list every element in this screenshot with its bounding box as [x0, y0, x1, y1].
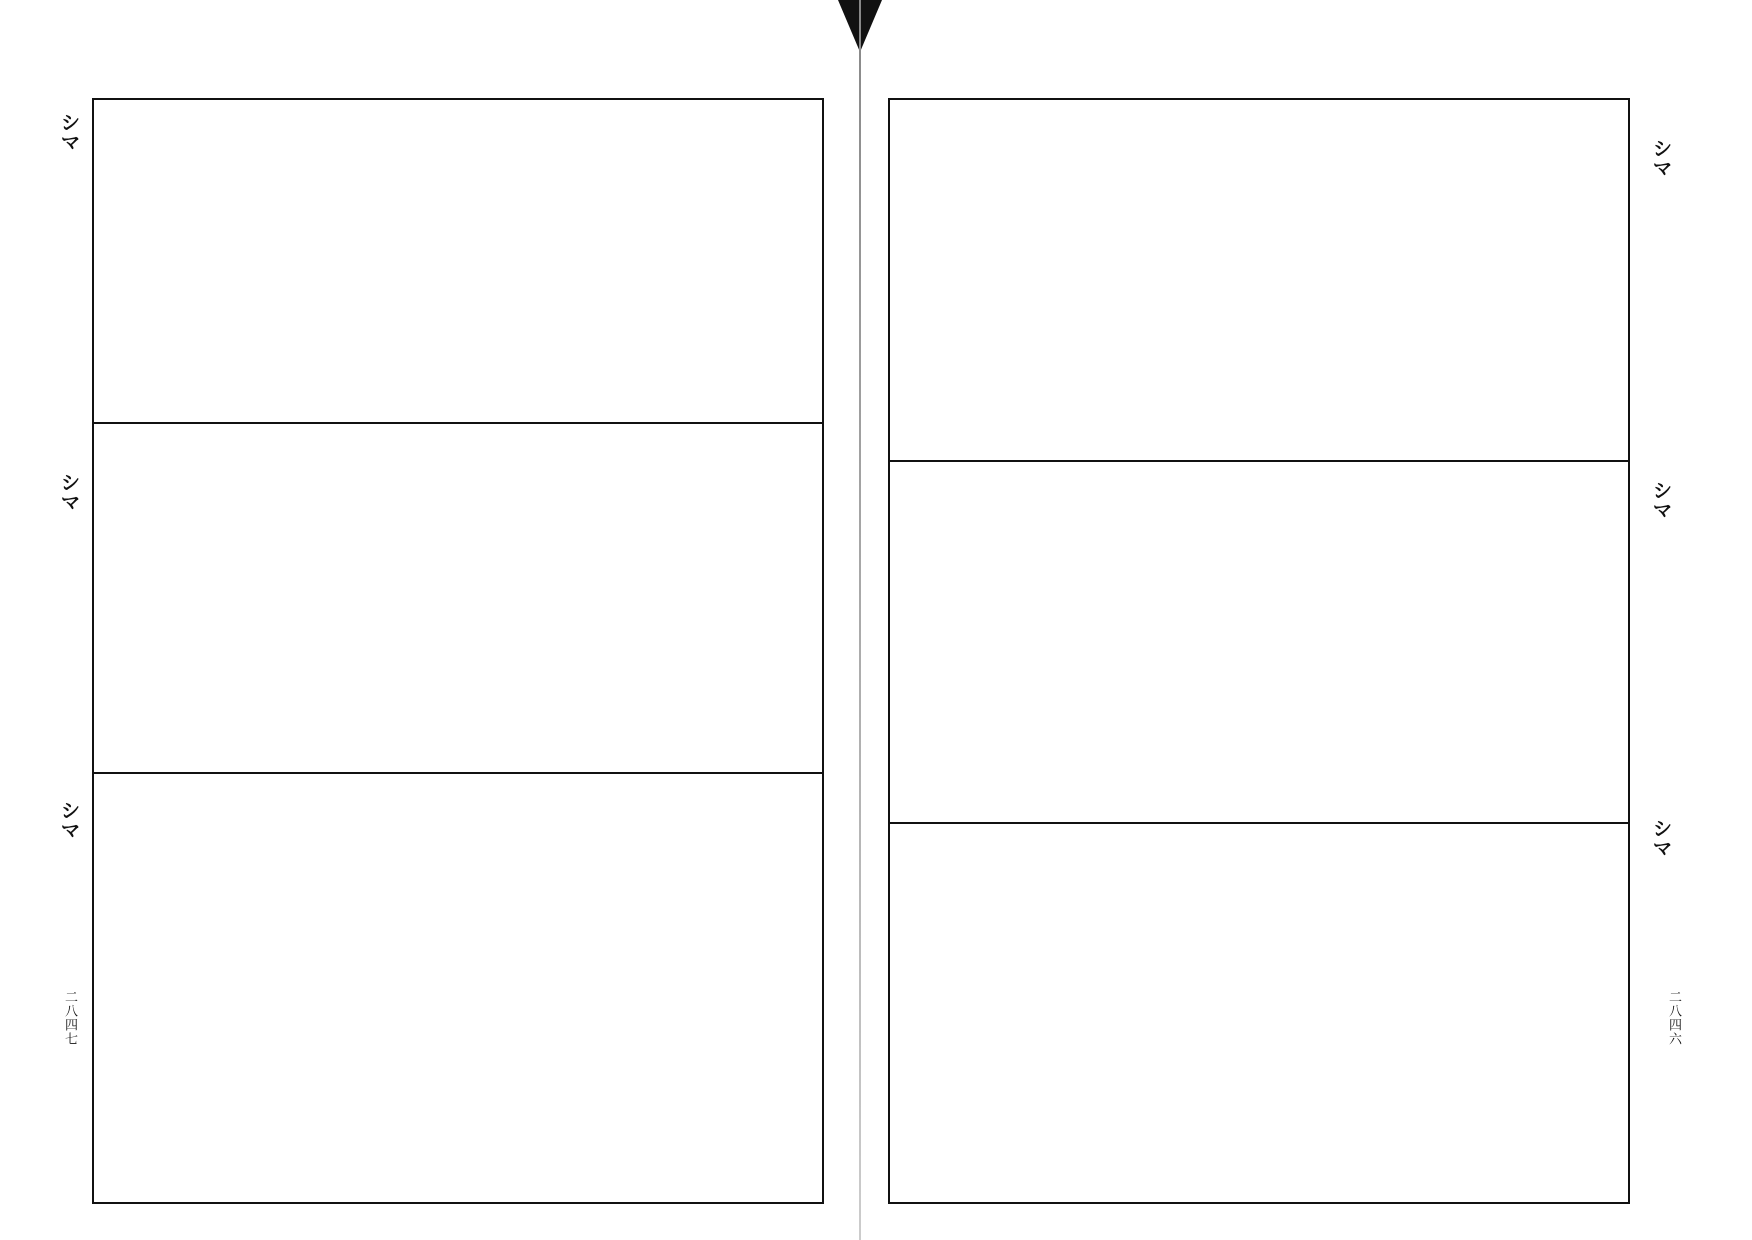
- left-band-top: [94, 100, 822, 422]
- left-band-bottom-columns: [106, 784, 810, 1192]
- right-band-bottom: [890, 822, 1628, 1202]
- left-header-top: シマ: [57, 112, 81, 152]
- left-page: [0, 0, 860, 1240]
- left-header-bottom: シマ: [57, 800, 81, 840]
- right-band-top: [890, 100, 1628, 460]
- left-page-number: 二八四七: [62, 990, 77, 1046]
- left-band-top-columns: [106, 110, 810, 412]
- right-band-bottom-columns: [902, 834, 1616, 1192]
- right-header-bottom: シマ: [1649, 818, 1673, 858]
- left-band-middle: [94, 422, 822, 774]
- right-band-top-columns: [902, 110, 1616, 450]
- right-text-frame: [888, 98, 1630, 1204]
- left-header-middle: シマ: [57, 472, 81, 512]
- left-text-frame: [92, 98, 824, 1204]
- right-band-middle-columns: [902, 472, 1616, 814]
- left-band-middle-columns: [106, 434, 810, 764]
- left-band-bottom: [94, 772, 822, 1202]
- right-band-middle: [890, 460, 1628, 824]
- right-page-number: 二八四六: [1666, 990, 1681, 1046]
- right-page: [880, 0, 1740, 1240]
- right-header-middle: シマ: [1649, 480, 1673, 520]
- right-header-top: シマ: [1649, 138, 1673, 178]
